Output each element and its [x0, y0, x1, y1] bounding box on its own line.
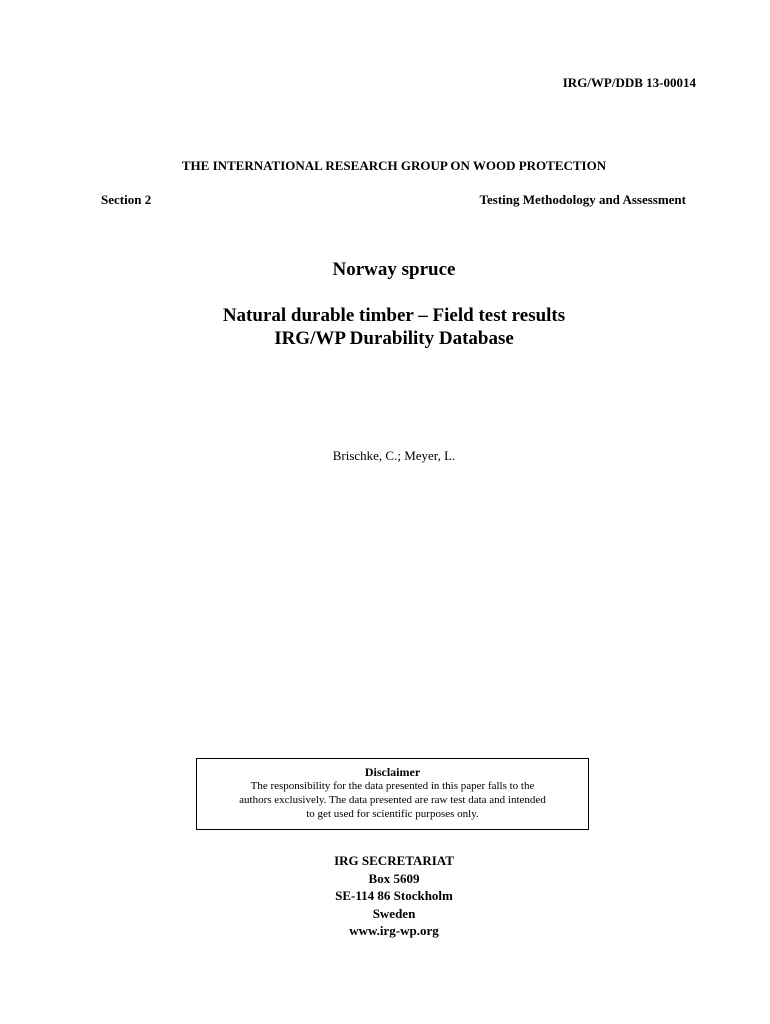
disclaimer-line: to get used for scientific purposes only. [306, 808, 479, 820]
secretariat-city: SE-114 86 Stockholm [335, 888, 453, 903]
paper-title-line-1: Natural durable timber – Field test results [222, 305, 566, 326]
section-topic: Testing Methodology and Assessment [479, 192, 686, 207]
secretariat-country: Sweden [372, 905, 416, 921]
secretariat-box: Box 5609 [368, 870, 420, 886]
secretariat-website: www.irg-wp.org [349, 923, 439, 938]
authors: Brischke, C.; Meyer, L. [332, 448, 456, 463]
secretariat-name: IRG SECRETARIAT [334, 853, 454, 868]
document-id: IRG/WP/DDB 13-00014 [562, 75, 696, 90]
secretariat-address [0, 852, 770, 940]
organization-name: THE INTERNATIONAL RESEARCH GROUP ON WOOD PROTECTION [181, 158, 607, 173]
disclaimer-box [196, 758, 589, 830]
disclaimer-line: The responsibility for the data presented in this paper falls to the [250, 780, 535, 792]
disclaimer-line: authors exclusively. The data presented are raw test data and intended [239, 794, 546, 806]
species-title: Norway spruce [332, 259, 456, 280]
section-label: Section 2 [101, 192, 152, 207]
paper-title-line-2: IRG/WP Durability Database [274, 328, 514, 349]
disclaimer-heading: Disclaimer [364, 765, 421, 779]
